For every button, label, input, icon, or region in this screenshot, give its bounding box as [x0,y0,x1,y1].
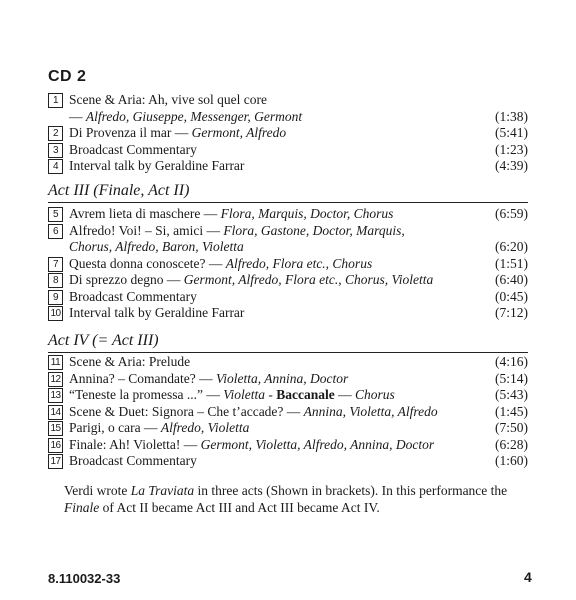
track-row [48,305,528,322]
track-duration: (7:12) [495,305,528,320]
track-number-box: 9 [48,290,63,305]
track-row [48,206,528,223]
track-dash: — [283,403,304,419]
track-dash: — [205,255,226,271]
track-duration: (5:14) [495,370,528,386]
track-number-box: 4 [48,159,63,174]
track-duration: (1:23) [495,141,528,157]
track-performers: Germont, Alfredo [191,125,287,140]
track-dash: — [203,387,224,402]
track-duration: (6:28) [495,436,528,452]
track-duration: (1:60) [495,453,528,468]
track-duration: (5:41) [495,125,528,140]
track-row [48,142,528,159]
track-title: Scene & Aria: Prelude [69,354,191,369]
track-dash: - [265,387,277,402]
track-duration: (1:38) [495,108,528,124]
track-title: Scene & Duet: Signora – Che t’accade? [69,403,284,419]
track-dash: — [195,370,216,386]
track-number-box: 6 [48,224,63,239]
track-row [48,404,528,421]
track-title: Questa donna conoscete? [69,255,206,271]
track-title: Broadcast Commentary [69,141,197,157]
section-title-act-four: Act IV (= Act III) [48,332,159,349]
track-dash: — [140,420,161,435]
track-title: Broadcast Commentary [69,288,197,304]
track-dash: — [171,125,192,140]
track-dash: — [69,108,86,124]
track-row [48,371,528,388]
track-title: Avrem lieta di maschere [69,206,201,221]
track-title: “Teneste la promessa ...” [69,387,203,402]
track-duration: (6:20) [495,239,528,254]
track-title: Alfredo! Voi! – Si, amici [69,222,204,238]
section-title-act-three: Act III (Finale, Act II) [48,182,190,199]
track-number-box: 12 [48,372,63,387]
track-duration: (4:16) [495,354,528,369]
track-number-box: 13 [48,388,63,403]
track-row [48,437,528,454]
cd-title: CD 2 [48,68,87,85]
track-row [48,158,528,175]
track-performers-continued: Chorus, Alfredo, Baron, Violetta [69,239,244,254]
track-list-scene-one [48,92,528,175]
track-row [48,223,528,256]
track-row [48,92,528,125]
track-number-box: 1 [48,93,63,108]
track-number-box: 11 [48,355,63,370]
track-list-act-four [48,354,528,470]
track-performers: Violetta, Annina, Doctor [215,370,349,386]
track-performers: Chorus [355,387,395,402]
track-number-box: 10 [48,306,63,321]
track-number-box: 14 [48,405,63,420]
track-dash: — [180,436,201,452]
track-number-box: 16 [48,438,63,453]
track-row [48,453,528,470]
track-duration: (6:59) [495,206,528,221]
performance-note [64,482,534,516]
track-number-box: 7 [48,257,63,272]
track-title: Interval talk by Geraldine Farrar [69,305,245,320]
track-title: Interval talk by Geraldine Farrar [69,158,245,173]
note-text: in three acts (Shown in brackets). In this performance the [194,483,508,498]
track-title: Finale: Ah! Violetta! [69,436,181,452]
track-number-box: 17 [48,454,63,469]
track-dash: — [334,387,355,402]
track-duration: (7:50) [495,420,528,435]
track-title: Scene & Aria: Ah, vive sol quel core [69,92,267,107]
track-title: Di sprezzo degno [69,272,164,287]
track-duration: (1:51) [495,255,528,271]
track-duration: (1:45) [495,403,528,419]
track-row [48,387,528,404]
track-duration: (0:45) [495,288,528,304]
track-performers: Flora, Gastone, Doctor, Marquis, [223,222,405,238]
track-dash: — [203,222,224,238]
track-dash: — [163,272,184,287]
track-list-act-three [48,206,528,322]
track-subtitle: Baccanale [276,387,335,402]
track-title: Parigi, o cara [69,420,141,435]
note-finale-word: Finale [64,500,100,515]
track-performers: Germont, Violetta, Alfredo, Annina, Doctor [200,436,435,452]
track-performers: Annina, Violetta, Alfredo [303,403,438,419]
track-dash: — [200,206,221,221]
track-performers: Alfredo, Flora etc., Chorus [225,255,373,271]
track-number-box: 5 [48,207,63,222]
note-opera-title: La Traviata [130,483,195,498]
track-row [48,354,528,371]
note-text: of Act II became Act III and Act III became Act IV. [99,500,380,515]
track-title: Annina? – Comandate? [69,370,196,386]
track-number-box: 8 [48,273,63,288]
track-row [48,272,528,289]
track-title: Broadcast Commentary [69,453,197,468]
track-number-box: 15 [48,421,63,436]
track-row [48,125,528,142]
track-duration: (4:39) [495,158,528,173]
track-performers: Alfredo, Violetta [160,420,250,435]
track-number-box: 3 [48,143,63,158]
track-performers: Germont, Alfredo, Flora etc., Chorus, Violetta [183,272,434,287]
track-number-box: 2 [48,126,63,141]
track-row [48,256,528,273]
track-duration: (5:43) [495,387,528,402]
track-title: Di Provenza il mar [69,125,172,140]
track-performers: Alfredo, Giuseppe, Messenger, Germont [85,108,303,124]
page-number: 4 [524,569,532,585]
track-performers: Violetta [223,387,265,402]
track-row [48,289,528,306]
track-duration: (6:40) [495,272,528,287]
track-performers: Flora, Marquis, Doctor, Chorus [220,206,394,221]
section-rule [48,352,528,353]
section-rule [48,202,528,203]
track-row [48,420,528,437]
note-text: Verdi wrote [64,483,131,498]
catalog-number: 8.110032-33 [48,571,121,586]
